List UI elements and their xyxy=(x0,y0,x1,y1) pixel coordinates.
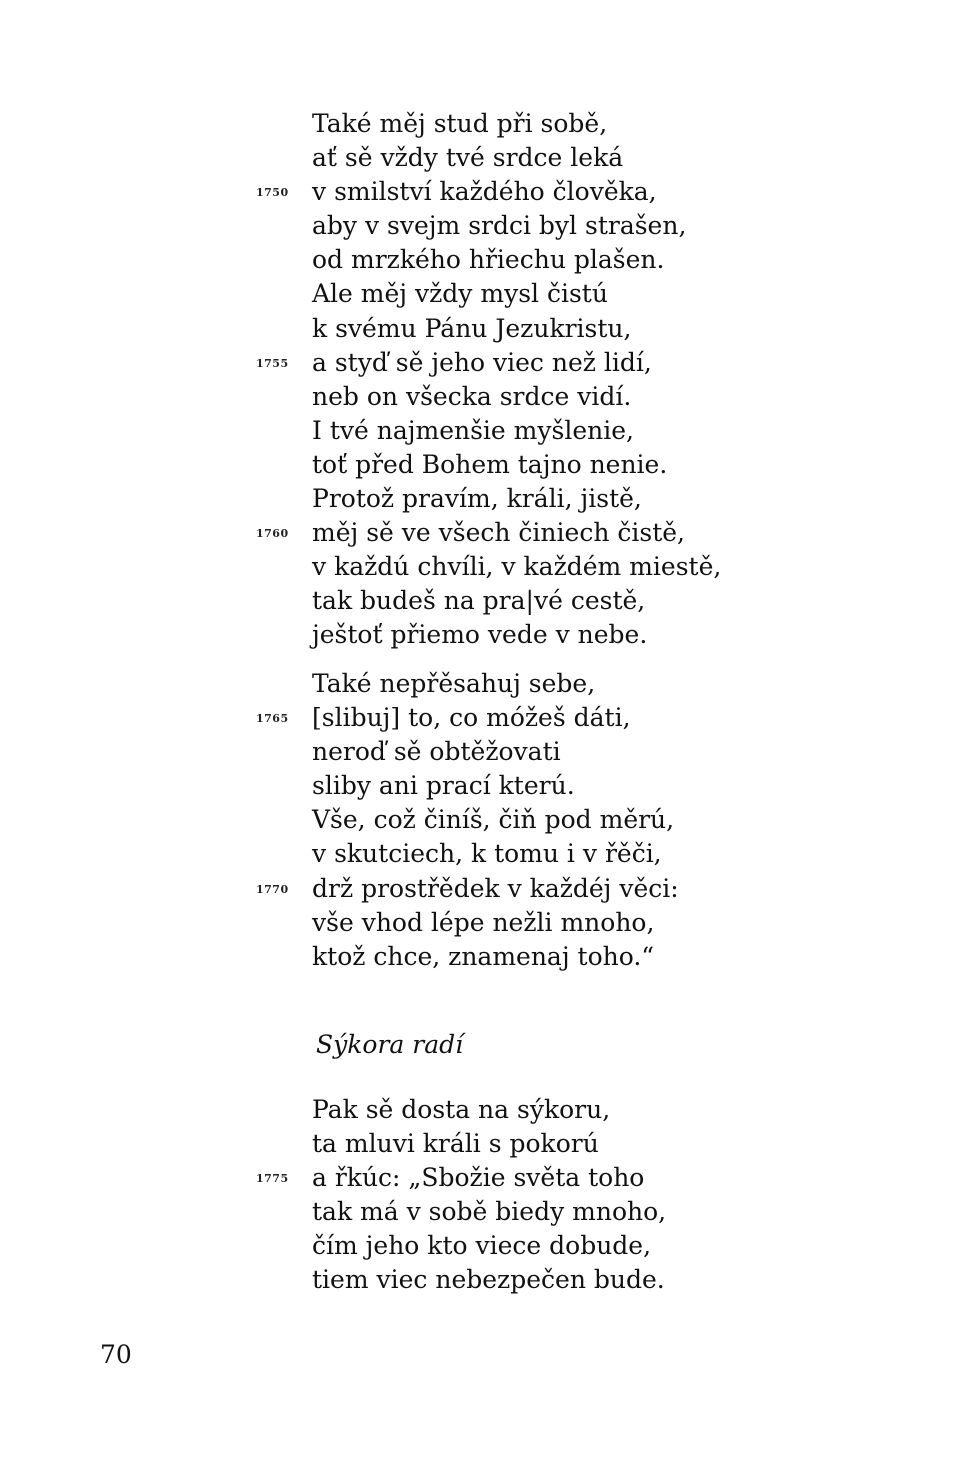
verse-text: měj sě ve všech činiech čistě, xyxy=(312,518,685,548)
verse-text: drž prostřědek v každéj věci: xyxy=(312,873,679,903)
stanza-3 xyxy=(256,1093,872,1298)
verse-line xyxy=(312,584,872,618)
verse-text: toť před Bohem tajno nenie. xyxy=(312,449,668,479)
verse-line xyxy=(256,701,872,735)
verse-line xyxy=(312,618,872,652)
verse-line xyxy=(312,769,872,803)
verse-text: k svému Pánu Jezukristu, xyxy=(312,313,632,343)
verse-line xyxy=(256,346,872,380)
stanza-2 xyxy=(256,667,872,974)
verse-text: a styď sě jeho viec než lidí, xyxy=(312,347,652,377)
verse-text: Ale měj vždy mysl čistú xyxy=(312,279,608,309)
verse-line xyxy=(312,107,872,141)
line-number: 1755 xyxy=(256,356,289,370)
verse-text: aby v svejm srdci byl strašen, xyxy=(312,211,687,241)
verse-line xyxy=(312,1127,872,1161)
verse-line xyxy=(312,1195,872,1229)
line-number: 1750 xyxy=(256,186,289,200)
verse-line xyxy=(312,1229,872,1263)
line-number: 1775 xyxy=(256,1172,289,1186)
verse-text: od mrzkého hřiechu plašen. xyxy=(312,245,665,275)
verse-line xyxy=(312,380,872,414)
verse-line xyxy=(256,516,872,550)
verse-text: vše vhod lépe nežli mnoho, xyxy=(312,907,655,937)
verse-line xyxy=(312,735,872,769)
verse-text: Pak sě dosta na sýkoru, xyxy=(312,1095,611,1124)
verse-text: v skutciech, k tomu i v řěči, xyxy=(312,839,662,869)
verse-text: Také měj stud při sobě, xyxy=(312,109,608,138)
verse-line xyxy=(312,414,872,448)
verse-line xyxy=(312,940,872,974)
verse-text: v smilství každého člověka, xyxy=(312,177,657,207)
verse-text: tak budeš na pra|vé cestě, xyxy=(312,586,646,616)
page-number: 70 xyxy=(100,1340,132,1369)
verse-text: Také nepřěsahuj sebe, xyxy=(312,669,596,698)
verse-text: ještoť přiemo vede v nebe. xyxy=(312,620,648,650)
verse-text: Protož pravím, králi, jistě, xyxy=(312,484,642,514)
verse-line xyxy=(312,277,872,311)
verse-line xyxy=(312,141,872,175)
verse-line xyxy=(312,448,872,482)
verse-text: I tvé najmenšie myšlenie, xyxy=(312,415,634,445)
verse-line xyxy=(312,667,872,701)
verse-line xyxy=(256,1161,872,1195)
verse-text: ať sě vždy tvé srdce leká xyxy=(312,143,624,173)
verse-line xyxy=(312,550,872,584)
verse-text: ktož chce, znamenaj toho.“ xyxy=(312,941,655,971)
verse-line xyxy=(256,175,872,209)
verse-line xyxy=(312,312,872,346)
line-number: 1770 xyxy=(256,882,289,896)
verse-text: Vše, což činíš, čiň pod měrú, xyxy=(312,805,675,835)
verse-text: čím jeho kto viece dobude, xyxy=(312,1231,652,1261)
verse-text: neroď sě obtěžovati xyxy=(312,737,561,767)
verse-line xyxy=(312,906,872,940)
verse-text: tak má v sobě biedy mnoho, xyxy=(312,1197,667,1227)
verse-text: neb on všecka srdce vidí. xyxy=(312,381,632,411)
verse-text: v každú chvíli, v každém miestě, xyxy=(312,552,722,582)
line-number: 1765 xyxy=(256,712,289,726)
line-number: 1760 xyxy=(256,527,289,541)
verse-text: tiem viec nebezpečen bude. xyxy=(312,1265,665,1295)
verse-line xyxy=(256,872,872,906)
verse-line xyxy=(312,482,872,516)
verse-line xyxy=(312,243,872,277)
verse-text: sliby ani prací kterú. xyxy=(312,771,575,801)
verse-line xyxy=(312,837,872,871)
verse-line xyxy=(312,803,872,837)
section-heading: Sýkora radí xyxy=(316,1030,464,1059)
verse-line xyxy=(312,209,872,243)
verse-line xyxy=(312,1093,872,1127)
verse-text: ta mluvi králi s pokorú xyxy=(312,1129,599,1159)
verse-line xyxy=(312,1263,872,1297)
verse-text: [slibuj] to, co móžeš dáti, xyxy=(312,703,631,733)
stanza-1 xyxy=(256,107,872,653)
verse-text: a řkúc: „Sbožie světa toho xyxy=(312,1163,645,1193)
